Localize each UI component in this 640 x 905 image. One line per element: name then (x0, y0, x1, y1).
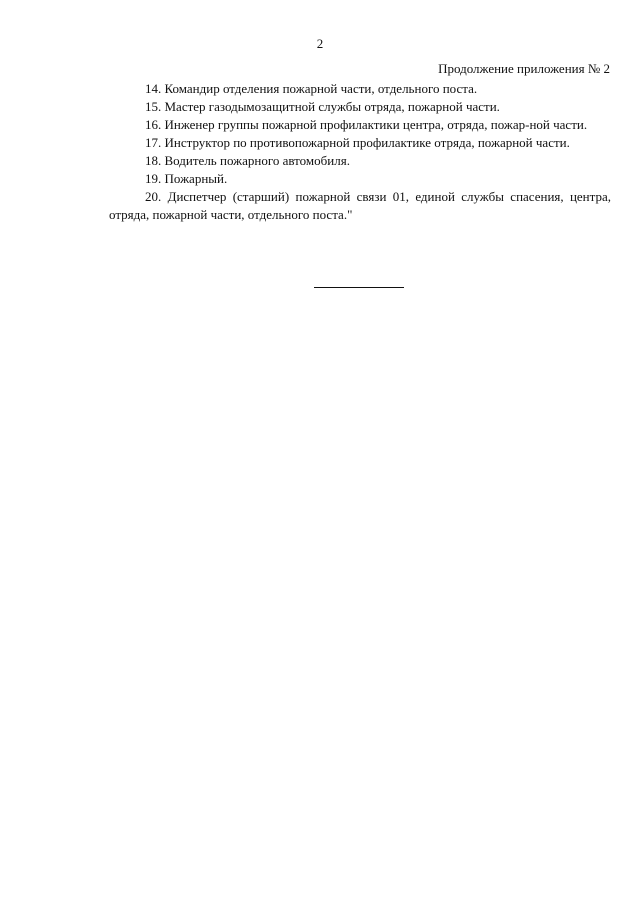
list-item: 19. Пожарный. (145, 171, 228, 186)
list-item: 16. Инженер группы пожарной профилактики центра, отряда, пожар-ной части. (145, 117, 588, 132)
list-item: 15. Мастер газодымозащитной службы отряда, пожарной части. (145, 99, 500, 114)
list-item: 17. Инструктор по противопожарной профилактике отряда, пожарной части. (145, 135, 570, 150)
list-item: 20. Диспетчер (старший) пожарной связи 01, единой службы спасения, центра, отряда, пожарной части, отдельного поста." (109, 189, 611, 222)
appendix-continuation-note: Продолжение приложения № 2 (438, 61, 610, 76)
list-item: 18. Водитель пожарного автомобиля. (145, 153, 350, 168)
page-number: 2 (316, 36, 324, 51)
end-of-document-rule (314, 287, 404, 288)
list-item: 14. Командир отделения пожарной части, отдельного поста. (145, 81, 478, 96)
position-list (109, 80, 611, 224)
